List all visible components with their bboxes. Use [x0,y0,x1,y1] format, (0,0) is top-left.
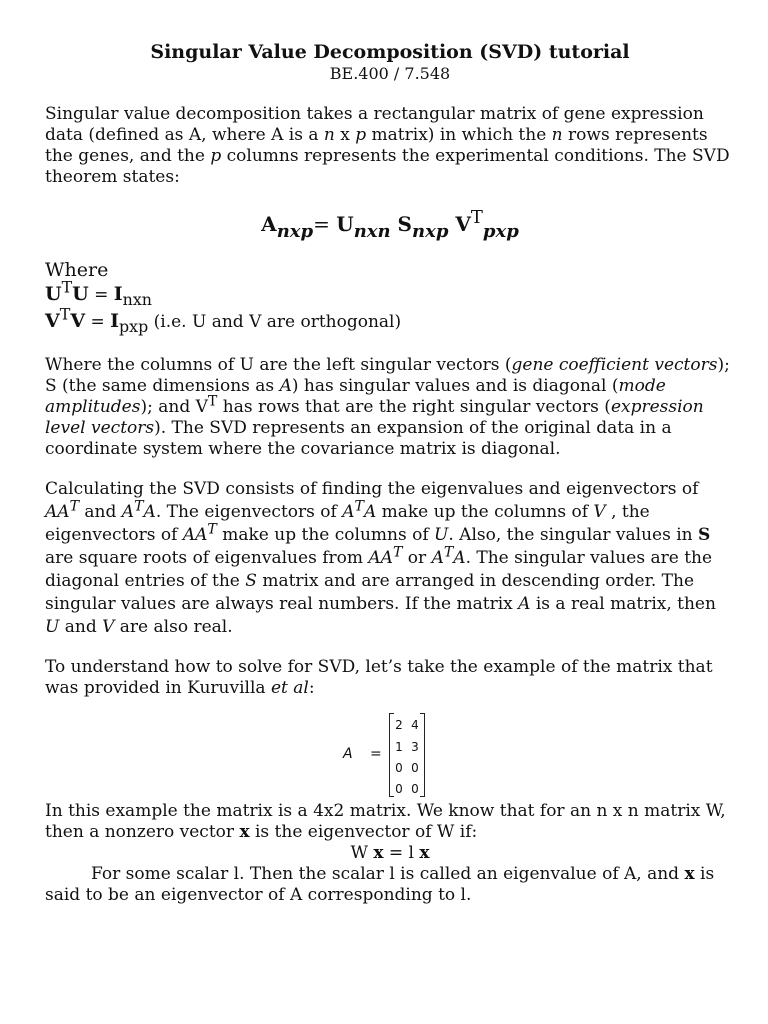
matrix-a [389,713,425,797]
where-block [45,259,735,336]
matrix-cell: 0 [411,761,419,775]
example-paragraph: To understand how to solve for SVD, let’s take the example of the matrix that was provided in Kuruvilla et al: [45,657,713,698]
matrix-figure [45,711,735,801]
intro-paragraph: Singular value decomposition takes a rectangular matrix of gene expression data (defined as A, where A is a n x p matrix) in which the n rows represents the genes, and the p columns represents the experimental conditions. The SVD theorem states: [45,104,730,187]
matrix-cell: 2 [395,718,403,732]
svd-equation: $A_{nxp}= U_{nxn}$ $S_{nxp}$ $V^T_{pxp}$ [261,207,519,242]
matrix-cell: 0 [411,782,419,796]
matrix-label: A [343,746,353,762]
page-subtitle: BE.400 / 7.548 [329,64,451,83]
eigen-paragraph: Calculating the SVD consists of finding the eigenvalues and eigenvectors of $AA^T$ and $A^TA$. The eigenvectors of $A^TA$ make up the columns of V , the eigenvectors of $AA^T$ make up the columns of U. Also, the singular values in S are square roots of eigenvalues from $AA^T$ or $A^TA$. The singular values are the diagonal entries of the S matrix and are arranged in descending order. The singular values are always real numbers. If the matrix A is a real matrix, then U and V are also real. [45,479,716,637]
vectors-paragraph: Where the columns of U are the left singular vectors (gene coefficient vectors); S (the same dimensions as A) has singular values and is diagonal (mode amplitudes); and $V^T$ has rows that are the right singular vectors (expression level vectors). The SVD represents an expansion of the original data in a coordinate system where the covariance matrix is diagonal. [45,355,730,459]
orthogonal-v: $V^TV = I_{pxp}$ (i.e. U and V are orthogonal) [45,304,402,336]
matrix-cell: 3 [411,740,419,754]
orthogonal-u: $U^TU = I_{nxn}$ [45,277,152,309]
eigenvalue-paragraph: For some scalar l. Then the scalar l is called an eigenvalue of A, and x is said to be an eigenvector of A corresponding to l. [45,864,715,905]
where-label: Where [45,259,109,281]
page-title: Singular Value Decomposition (SVD) tutorial [150,41,630,63]
eigen-equation: W x = l x [350,843,430,863]
eigenvector-paragraph: In this example the matrix is a 4x2 matrix. We know that for an n x n matrix W, then a nonzero vector x is the eigenvector of W if: [45,801,726,842]
document-page [45,40,735,906]
matrix-cell: 1 [395,740,403,754]
matrix-cell: 0 [395,782,403,796]
matrix-equals: = [370,746,382,762]
matrix-cell: 4 [411,718,419,732]
matrix-cell: 0 [395,761,403,775]
